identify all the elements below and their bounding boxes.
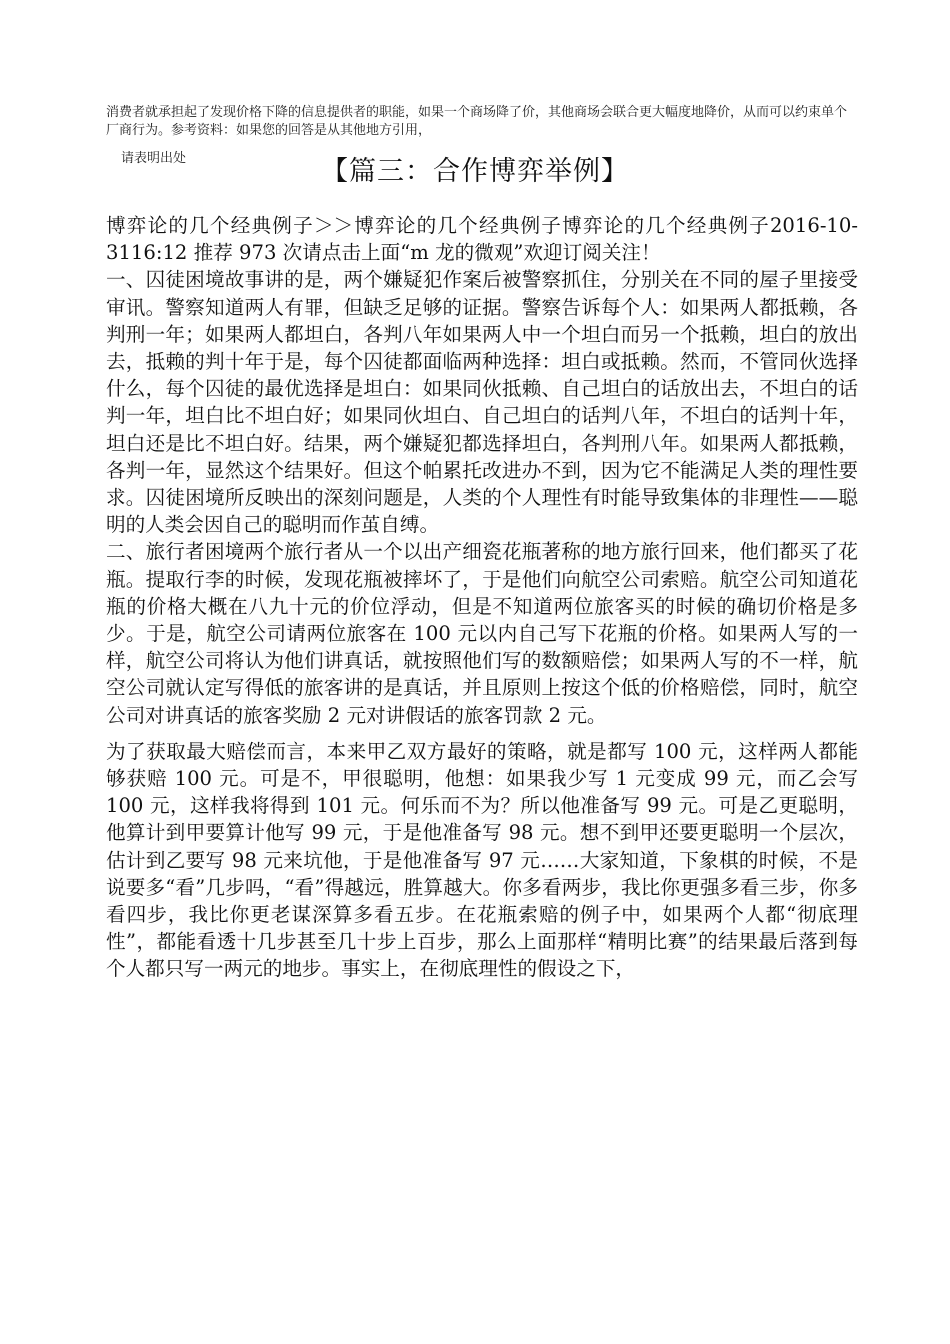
intro-text: 消费者就承担起了发现价格下降的信息提供者的职能，如果一个商场降了价，其他商场会联合更大幅度地降价，从而可以约束单个厂商行为。参考资料：如果您的回答是从其他地方引用， [106,105,848,138]
source-note: 请表明出处 [121,151,187,166]
section-title: 【篇三：合作博弈举例】 [321,156,629,187]
article-body [106,212,858,983]
paragraph-strategy: 为了获取最大赔偿而言，本来甲乙双方最好的策略，就是都写 100 元，这样两人都能够获赔 100 元。可是不，甲很聪明，他想：如果我少写 1 元变成 99 元，而乙会写 100 元，这样我将得到 101 元。何乐而不为？所以他准备写 99 元。可是乙更聪明，他算计到甲要算计他写 99 元，于是他准备写 98 元。想不到甲还要更聪明一个层次，估计到乙要写 98 元来坑他，于是他准备写 97 元……大家知道，下象棋的时候，不是说要多“看”几步吗，“看”得越远，胜算越大。你多看两步，我比你更强多看三步，你多看四步，我比你更老谋深算多看五步。在花瓶索赔的例子中，如果两个人都“彻底理性”，都能看透十几步甚至几十步上百步，那么上面那样“精明比赛”的结果最后落到每个人都只写一两元的地步。事实上，在彻底理性的假设之下， [106,739,858,981]
paragraph-travelers-dilemma: 二、旅行者困境两个旅行者从一个以出产细瓷花瓶著称的地方旅行回来，他们都买了花瓶。提取行李的时候，发现花瓶被摔坏了，于是他们向航空公司索赔。航空公司知道花瓶的价格大概在八九十元的价位浮动，但是不知道两位旅客买的时候的确切价格是多少。于是，航空公司请两位旅客在 100 元以内自己写下花瓶的价格。如果两人写的一样，航空公司将认为他们讲真话，就按照他们写的数额赔偿；如果两人写的不一样，航空公司就认定写得低的旅客讲的是真话，并且原则上按这个低的价格赔偿，同时，航空公司对讲真话的旅客奖励 2 元对讲假话的旅客罚款 2 元。 [106,540,858,727]
paragraph-prisoners-dilemma: 一、囚徒困境故事讲的是，两个嫌疑犯作案后被警察抓住，分别关在不同的屋子里接受审讯。警察知道两人有罪，但缺乏足够的证据。警察告诉每个人：如果两人都抵赖，各判刑一年；如果两人都坦白，各判八年如果两人中一个坦白而另一个抵赖，坦白的放出去，抵赖的判十年于是，每个囚徒都面临两种选择：坦白或抵赖。然而，不管同伙选择什么，每个囚徒的最优选择是坦白：如果同伙抵赖、自己坦白的话放出去，不坦白的话判一年，坦白比不坦白好；如果同伙坦白、自己坦白的话判八年，不坦白的话判十年，坦白还是比不坦白好。结果，两个嫌疑犯都选择坦白，各判刑八年。如果两人都抵赖，各判一年，显然这个结果好。但这个帕累托改进办不到，因为它不能满足人类的理性要求。囚徒困境所反映出的深刻问题是，人类的个人理性有时能导致集体的非理性——聪明的人类会因自己的聪明而作茧自缚。 [106,268,858,537]
paragraph-intro: 博弈论的几个经典例子＞＞博弈论的几个经典例子博弈论的几个经典例子2016-10-3116:12 推荐 973 次请点击上面“m 龙的微观”欢迎订阅关注！ [106,214,858,265]
